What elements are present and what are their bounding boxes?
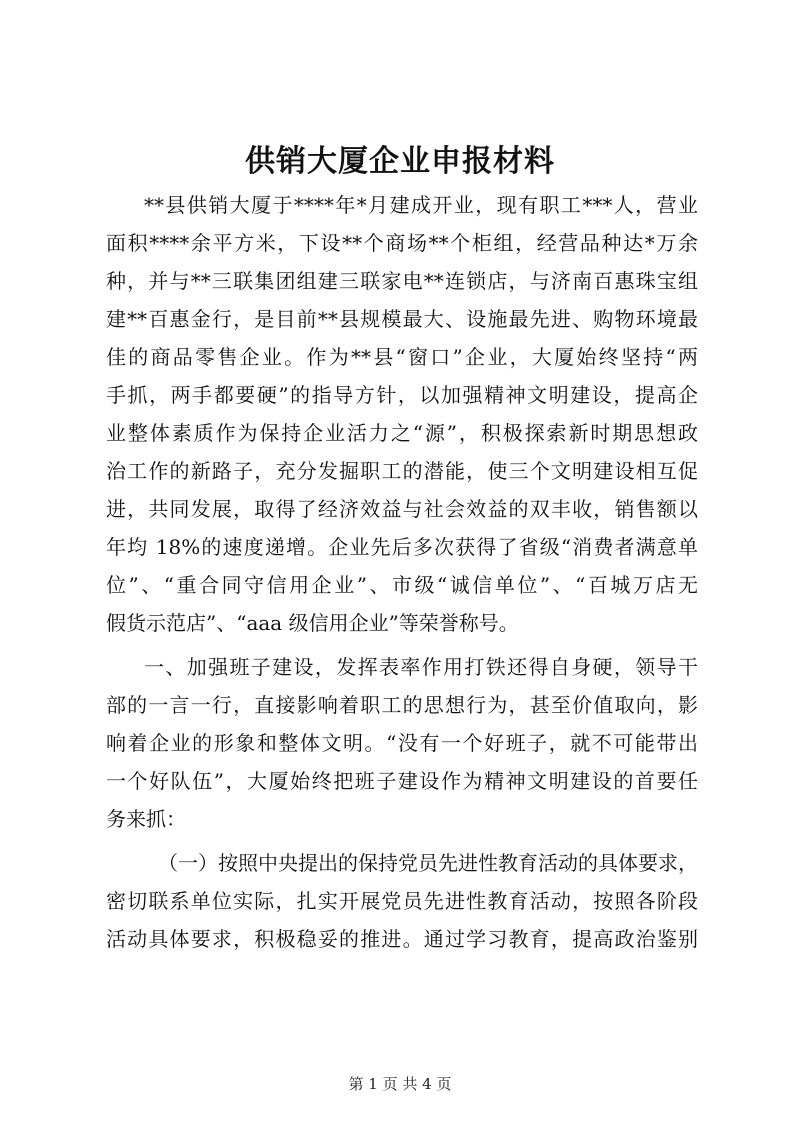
- paragraph-line: 面积****余平方米，下设**个商场**个柜组，经营品种达*万余: [106, 231, 698, 255]
- paragraph-line: 响着企业的形象和整体文明。“没有一个好班子，就不可能带出: [106, 731, 698, 755]
- paragraph-line: 一、加强班子建设，发挥表率作用打铁还得自身硬，领导干: [144, 655, 698, 679]
- paragraph-line: （一）按照中央提出的保持党员先进性教育活动的具体要求，: [158, 851, 698, 875]
- paragraph-line: 治工作的新路子，充分发掘职工的潜能，使三个文明建设相互促: [106, 459, 698, 483]
- paragraph-line: 进，共同发展，取得了经济效益与社会效益的双丰收，销售额以: [106, 497, 698, 521]
- paragraph-line: 一个好队伍”，大厦始终把班子建设作为精神文明建设的首要任: [106, 769, 698, 793]
- paragraph-intro: [106, 188, 698, 640]
- paragraph-line: 佳的商品零售企业。作为**县“窗口”企业，大厦始终坚持“两: [106, 345, 698, 369]
- paragraph-line: 活动具体要求，积极稳妥的推进。通过学习教育，提高政治鉴别: [106, 927, 698, 951]
- paragraph-line: 密切联系单位实际，扎实开展党员先进性教育活动，按照各阶段: [106, 889, 698, 913]
- paragraph-line: 部的一言一行，直接影响着职工的思想行为，甚至价值取向，影: [106, 693, 698, 717]
- document-body: [106, 188, 698, 960]
- paragraph-line: 务来抓：: [106, 807, 186, 831]
- page-footer: 第 1 页 共 4 页: [348, 1075, 452, 1093]
- paragraph-line: 位”、“重合同守信用企业”、市级“诚信单位”、“百城万店无: [106, 573, 698, 597]
- paragraph-line: 种，并与**三联集团组建三联家电**连锁店，与济南百惠珠宝组: [106, 269, 698, 293]
- paragraph-line: 假货示范店”、“aaa 级信用企业”等荣誉称号。: [106, 611, 519, 635]
- paragraph-line: 建**百惠金行，是目前**县规模最大、设施最先进、购物环境最: [106, 307, 698, 331]
- paragraph-line: 手抓，两手都要硬”的指导方针，以加强精神文明建设，提高企: [106, 383, 698, 407]
- paragraph-line: 年均 18%的速度递增。企业先后多次获得了省级“消费者满意单: [106, 535, 698, 559]
- document-title: 供销大厦企业申报材料: [245, 144, 555, 179]
- paragraph-line: 业整体素质作为保持企业活力之“源”，积极探索新时期思想政: [106, 421, 698, 445]
- paragraph-subsection-one: [106, 846, 698, 956]
- paragraph-line: **县供销大厦于****年*月建成开业，现有职工***人，营业: [144, 193, 698, 217]
- paragraph-section-one: [106, 650, 698, 836]
